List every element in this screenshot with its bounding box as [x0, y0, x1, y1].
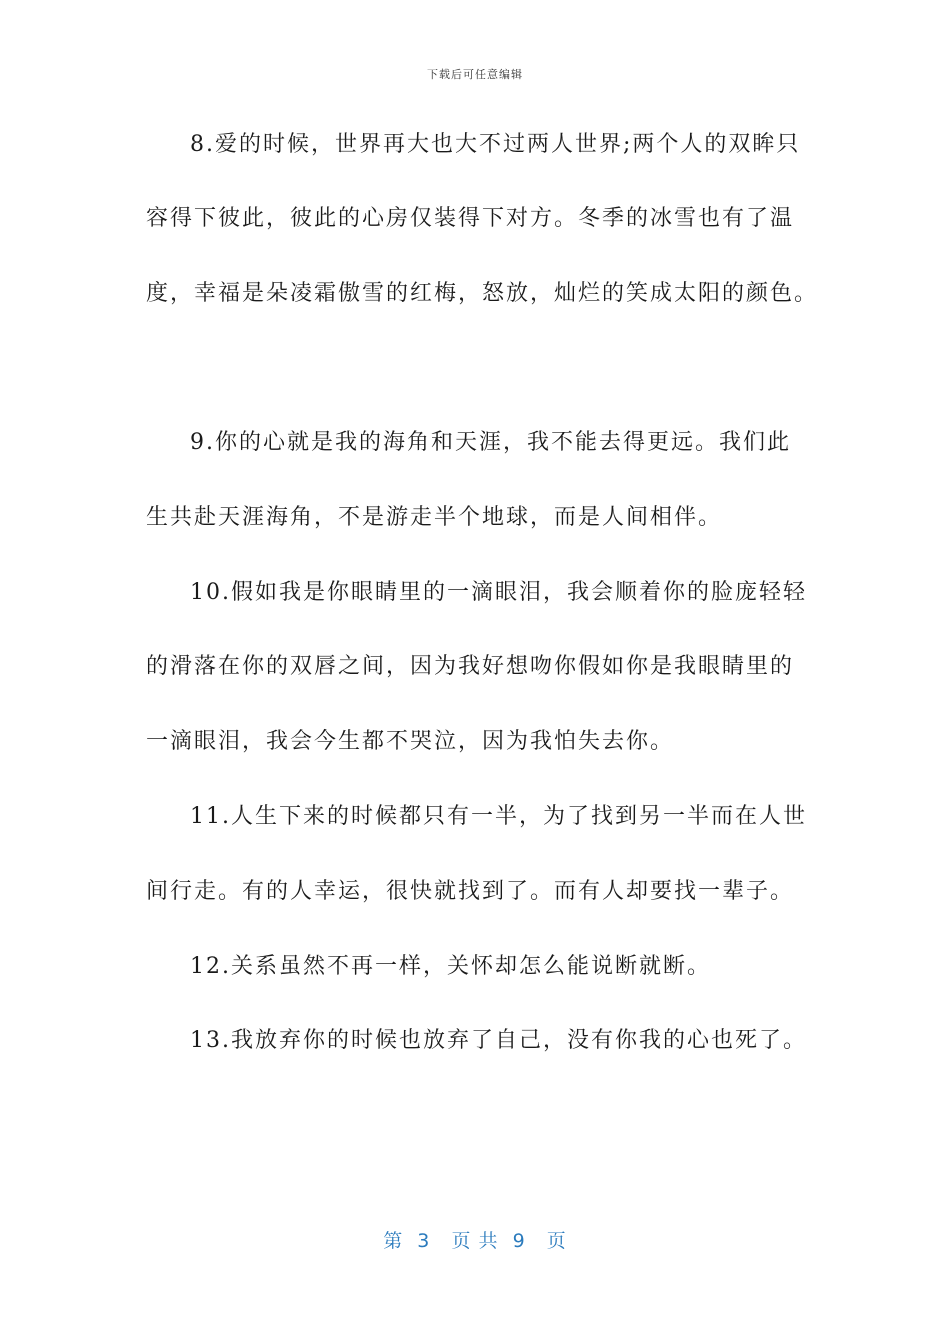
paragraph-line: 11.人生下来的时候都只有一半，为了找到另一半而在人世 [190, 804, 807, 829]
paragraph-line: 一滴眼泪，我会今生都不哭泣，因为我怕失去你。 [146, 729, 675, 754]
paragraph-line: 度，幸福是朵凌霜傲雪的红梅，怒放，灿烂的笑成太阳的颜色。 [146, 281, 819, 306]
paragraph-line: 8.爱的时候，世界再大也大不过两人世界;两个人的双眸只 [190, 132, 801, 157]
paragraph-line: 10.假如我是你眼睛里的一滴眼泪，我会顺着你的脸庞轻轻 [190, 580, 807, 605]
paragraph-line: 9.你的心就是我的海角和天涯，我不能去得更远。我们此 [190, 430, 791, 455]
paragraph-line: 12.关系虽然不再一样，关怀却怎么能说断就断。 [190, 954, 711, 979]
paragraph-line: 13.我放弃你的时候也放弃了自己，没有你我的心也死了。 [190, 1028, 807, 1053]
paragraph-line: 的滑落在你的双唇之间，因为我好想吻你假如你是我眼睛里的 [146, 654, 795, 679]
paragraph-line: 生共赴天涯海角，不是游走半个地球，而是人间相伴。 [146, 505, 723, 530]
paragraph-line: 间行走。有的人幸运，很快就找到了。而有人却要找一辈子。 [146, 879, 795, 904]
page-number-footer: 第 3 页 共 9 页 [383, 1230, 567, 1252]
page-header: 下载后可任意编辑 [427, 68, 523, 81]
paragraph-line: 容得下彼此，彼此的心房仅装得下对方。冬季的冰雪也有了温 [146, 206, 795, 231]
